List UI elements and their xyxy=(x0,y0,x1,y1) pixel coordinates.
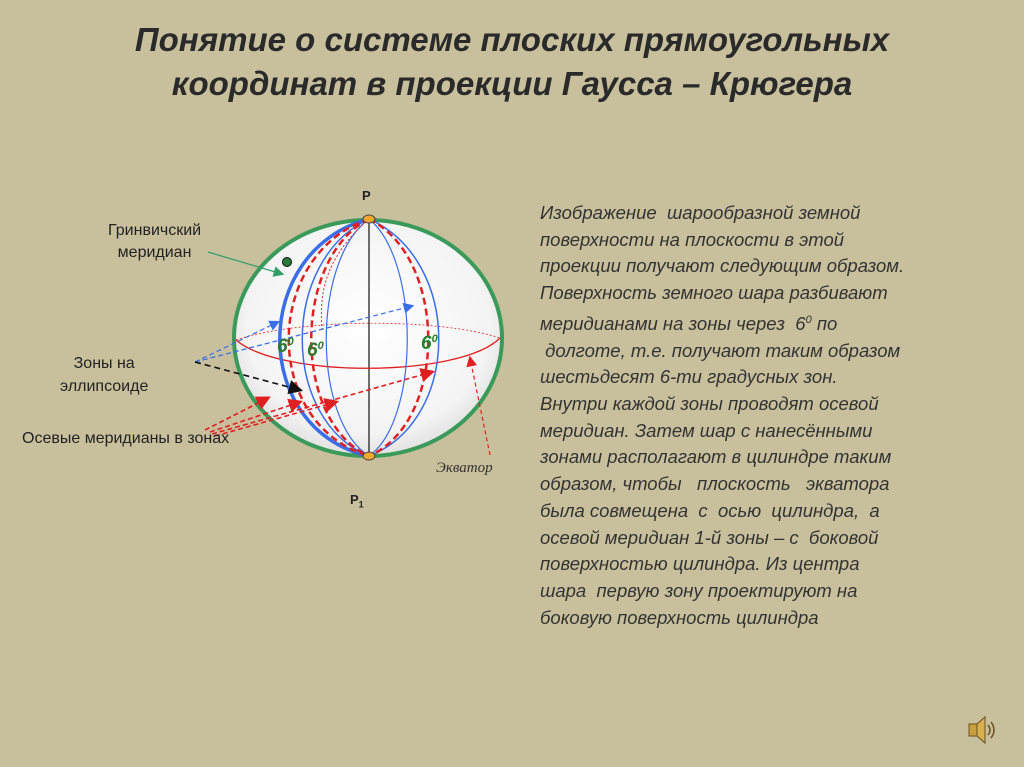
description-line xyxy=(540,307,1000,338)
equator-label: Экватор xyxy=(436,460,493,476)
description-line: проекции получают следующим образом. xyxy=(540,255,905,277)
pole-south-text: P xyxy=(350,492,359,507)
description-fragment: по xyxy=(816,312,838,334)
speaker-icon[interactable] xyxy=(966,712,998,748)
degree-sup: 0 xyxy=(317,340,324,352)
zones-label xyxy=(60,352,148,398)
description-line: осевой меридиан 1-й зоны – с боковой xyxy=(540,526,879,548)
pole-north-label: P xyxy=(362,188,371,203)
greenwich-meridian-label xyxy=(108,220,201,264)
degree-label-2 xyxy=(307,340,324,362)
greenwich-label-line-1: Гринвичский xyxy=(108,222,202,239)
description-line: образом, чтобы плоскость экватора xyxy=(540,473,890,495)
description-text xyxy=(540,200,1000,631)
description-fragment: меридианами на зоны через 6 xyxy=(540,312,806,334)
sphere xyxy=(234,220,502,456)
zones-label-line-1: Зоны на xyxy=(73,355,135,372)
axial-meridians-label: Осевые меридианы в зонах xyxy=(22,430,230,447)
degree-value: 6 xyxy=(421,333,432,354)
degree-sup: 0 xyxy=(431,333,438,345)
degree-value: 6 xyxy=(307,340,318,361)
description-line: Внутри каждой зоны проводят осевой xyxy=(540,393,879,415)
title-line-2: координат в проекции Гаусса – Крюгера xyxy=(171,65,853,102)
description-line: поверхностью цилиндра. Из центра xyxy=(540,553,860,575)
south-pole-marker xyxy=(363,452,375,460)
degree-sup: 0 xyxy=(287,336,294,348)
greenwich-point xyxy=(283,258,292,267)
greenwich-label-line-2: меридиан xyxy=(117,244,192,261)
description-line: зонами располагают в цилиндре таким xyxy=(540,446,892,468)
title-line-1: Понятие о системе плоских прямоугольных xyxy=(134,21,890,58)
degree-value: 6 xyxy=(277,336,288,357)
description-line: меридиан. Затем шар с нанесёнными xyxy=(540,419,873,441)
description-line: Поверхность земного шара разбивают xyxy=(540,282,888,304)
description-line: шара первую зону проектируют на xyxy=(540,580,858,601)
north-pole-marker xyxy=(363,215,375,223)
pole-south-label xyxy=(350,492,364,510)
description-line: шестьдесят 6-ти градусных зон. xyxy=(540,366,838,388)
pole-south-subscript: 1 xyxy=(358,499,364,510)
degree-label-1 xyxy=(277,336,294,358)
description-degree-sup: 0 xyxy=(805,313,812,326)
description-line: была совмещена с осью цилиндра, а xyxy=(540,499,880,521)
description-line: долготе, т.е. получают таким образом xyxy=(540,339,901,361)
description-line: Изображение шарообразной земной xyxy=(540,202,861,223)
description-line: поверхности на плоскости в этой xyxy=(540,228,845,250)
description-line: боковую поверхность цилиндра xyxy=(540,606,819,628)
degree-label-3 xyxy=(421,333,438,355)
axial-arrow-1 xyxy=(205,398,268,430)
zones-label-line-2: эллипсоиде xyxy=(60,378,149,395)
